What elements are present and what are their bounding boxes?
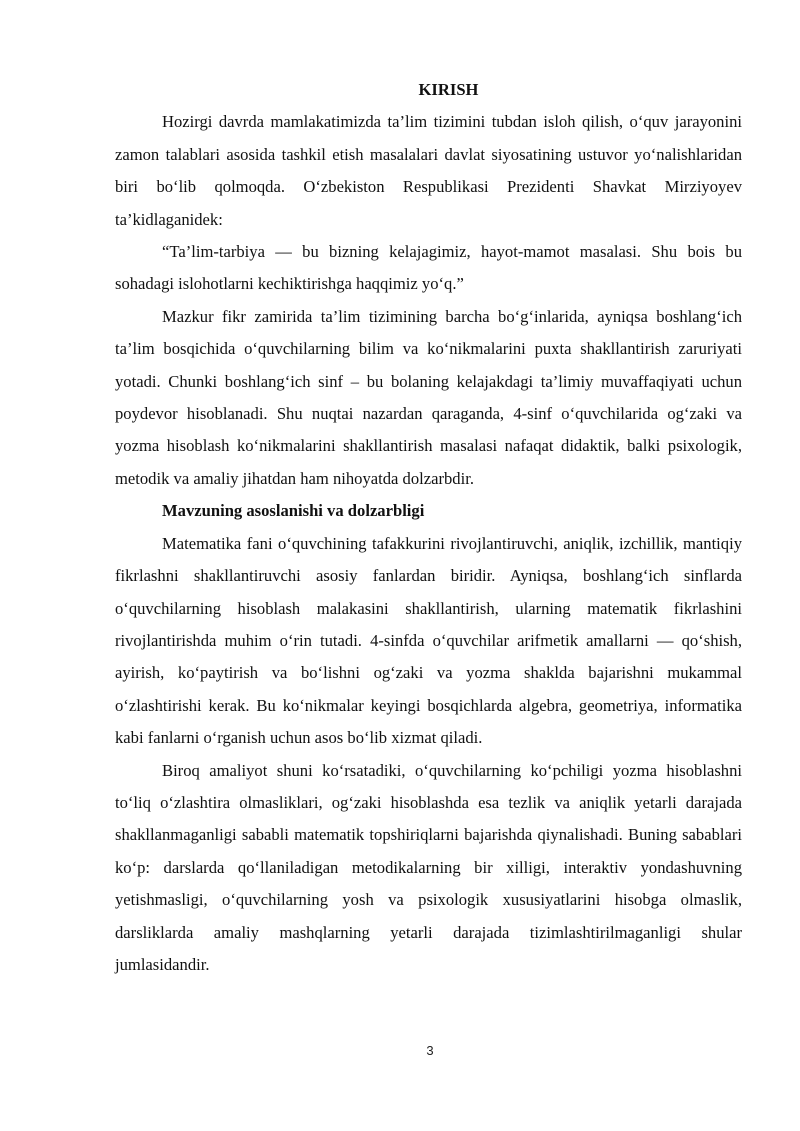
section-heading: KIRISH	[418, 80, 479, 99]
document-page	[115, 74, 742, 981]
paragraph-body-2: Biroq amaliyot shuni ko‘rsatadiki, o‘quvchilarning ko‘pchiligi yozma hisoblashni to‘liq o‘zlashtira olmasliklari, og‘zaki hisoblashda esa tezlik va aniqlik yetarli darajada shakllanmaganligi sababli matematik topshiriqlarni bajarishda qiynalishadi. Buning sabablari ko‘p: darslarda qo‘llaniladigan metodikalarning bir xilligi, interaktiv yondashuvning yetishmasligi, o‘quvchilarning yosh va psixologik xususiyatlarini hisobga olmaslik, darsliklarda amaliy mashqlarning yetarli darajada tizimlashtirilmaganligi shular jumlasidandir.	[115, 760, 742, 974]
paragraph-intro-2: Mazkur fikr zamirida ta’lim tizimining barcha bo‘g‘inlarida, ayniqsa boshlang‘ich ta’lim bosqichida o‘quvchilarning bilim va ko‘nikmalarini puxta shakllantirish zaruriyati yotadi. Chunki boshlang‘ich sinf – bu bolaning kelajakdagi ta’limiy muvaffaqiyati uchun poydevor hisoblanadi. Shu nuqtai nazardan qaraganda, 4-sinf o‘quvchilarida og‘zaki va yozma hisoblash ko‘nikmalarini shakllantirish masalasi nafaqat didaktik, balki psixologik, metodik va amaliy jihatdan ham nihoyatda dolzarbdir.	[115, 306, 742, 488]
paragraph-quote: “Ta’lim-tarbiya — bu bizning kelajagimiz, hayot-mamot masalasi. Shu bois bu sohadagi islohotlarni kechiktirishga haqqimiz yo‘q.”	[115, 242, 742, 294]
subsection-heading: Mavzuning asoslanishi va dolzarbligi	[162, 501, 425, 521]
paragraph-intro-1: Hozirgi davrda mamlakatimizda ta’lim tizimini tubdan isloh qilish, o‘quv jarayonini zamon talablari asosida tashkil etish masalalari davlat siyosatining ustuvor yo‘nalishlaridan biri bo‘lib qolmoqda. O‘zbekiston Respublikasi Prezidenti Shavkat Mirziyoyev ta’kidlaganidek:	[115, 112, 742, 229]
page-number: 3	[426, 1043, 434, 1058]
paragraph-body-1: Matematika fani o‘quvchining tafakkurini rivojlantiruvchi, aniqlik, izchillik, mantiqiy fikrlashni shakllantiruvchi asosiy fanlardan biridir. Ayniqsa, boshlang‘ich sinflarda o‘quvchilarning hisoblash malakasini shakllantirish, ularning matematik fikrlashini rivojlantirishda muhim o‘rin tutadi. 4-sinfda o‘quvchilar arifmetik amallarni — qo‘shish, ayirish, ko‘paytirish va bo‘lishni og‘zaki va yozma shaklda bajarishni mukammal o‘zlashtirishi kerak. Bu ko‘nikmalar keyingi bosqichlarda algebra, geometriya, informatika kabi fanlarni o‘rganish uchun asos bo‘lib xizmat qiladi.	[115, 533, 742, 748]
